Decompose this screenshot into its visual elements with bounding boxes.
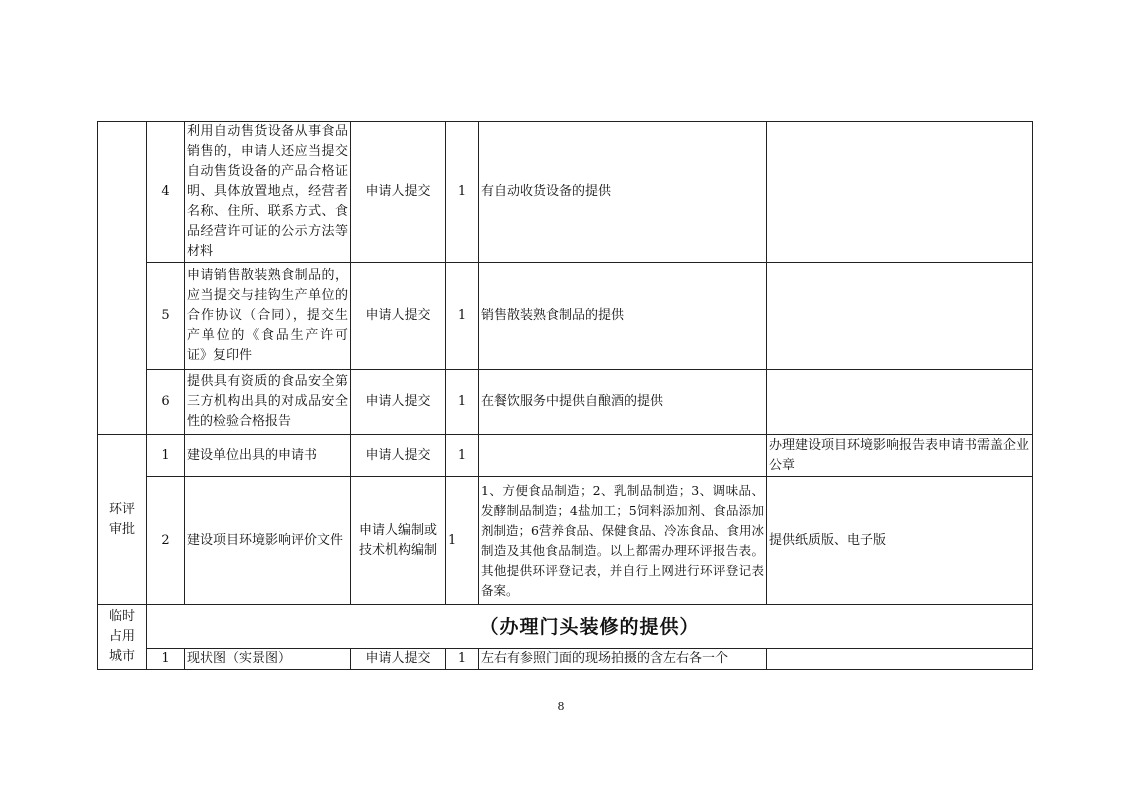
section-label-line: 占用 — [108, 629, 135, 644]
requirements-table — [97, 121, 1033, 670]
remark — [767, 370, 1033, 435]
submit-method: 申请人提交 — [351, 649, 446, 670]
banner-heading: （办理门头装修的提供） — [147, 605, 1033, 649]
table-row — [98, 122, 1033, 263]
material-name: 现状图（实景图） — [185, 649, 351, 670]
table-row — [98, 370, 1033, 435]
submit-method: 申请人编制或技术机构编制 — [351, 477, 446, 605]
condition: 在餐饮服务中提供自酿酒的提供 — [479, 370, 767, 435]
table-row — [98, 435, 1033, 477]
quantity: 1 — [446, 477, 479, 605]
remark — [767, 649, 1033, 670]
table-row — [98, 605, 1033, 649]
material-name: 申请销售散装熟食制品的，应当提交与挂钩生产单位的合作协议（合同），提交生产单位的《食品生产许可证》复印件 — [185, 263, 351, 370]
section-cell-continued — [98, 122, 147, 435]
remark: 办理建设项目环境影响报告表申请书需盖企业公章 — [767, 435, 1033, 477]
submit-method: 申请人提交 — [351, 122, 446, 263]
section-temp-occupation — [98, 605, 147, 670]
condition: 1、方便食品制造；2、乳制品制造；3、调味品、发酵制品制造；4盐加工；5饲料添加剂、食品添加剂制造；6营养食品、保健食品、冷冻食品、食用冰制造及其他食品制造。以上都需办理环评报告表。其他提供环评登记表，并自行上网进行环评登记表备案。 — [479, 477, 767, 605]
condition: 左右有参照门面的现场拍摄的含左右各一个 — [479, 649, 767, 670]
row-number: 2 — [147, 477, 185, 605]
section-label-line: 环评 — [108, 501, 135, 517]
quantity: 1 — [446, 435, 479, 477]
table-row — [98, 263, 1033, 370]
row-number: 4 — [147, 122, 185, 263]
condition: 销售散装熟食制品的提供 — [479, 263, 767, 370]
table-row — [98, 649, 1033, 670]
material-name: 提供具有资质的食品安全第三方机构出具的对成品安全性的检验合格报告 — [185, 370, 351, 435]
section-env-approval — [98, 435, 147, 605]
condition — [479, 435, 767, 477]
quantity: 1 — [446, 122, 479, 263]
quantity: 1 — [446, 649, 479, 670]
condition: 有自动收货设备的提供 — [479, 122, 767, 263]
row-number: 1 — [147, 435, 185, 477]
page-number: 8 — [557, 700, 565, 713]
remark: 提供纸质版、电子版 — [767, 477, 1033, 605]
section-label-line: 临时 — [108, 609, 135, 624]
submit-method: 申请人提交 — [351, 370, 446, 435]
remark — [767, 122, 1033, 263]
table-row — [98, 477, 1033, 605]
row-number: 5 — [147, 263, 185, 370]
submit-method: 申请人提交 — [351, 263, 446, 370]
material-name: 建设项目环境影响评价文件 — [185, 477, 351, 605]
material-name: 利用自动售货设备从事食品销售的，申请人还应当提交自动售货设备的产品合格证明、具体放置地点，经营者名称、住所、联系方式、食品经营许可证的公示方法等材料 — [185, 122, 351, 263]
material-name: 建设单位出具的申请书 — [185, 435, 351, 477]
quantity: 1 — [446, 370, 479, 435]
row-number: 6 — [147, 370, 185, 435]
section-label-line: 审批 — [108, 521, 135, 537]
remark — [767, 263, 1033, 370]
section-label-line: 城市 — [108, 649, 135, 664]
submit-method: 申请人提交 — [351, 435, 446, 477]
row-number: 1 — [147, 649, 185, 670]
quantity: 1 — [446, 263, 479, 370]
